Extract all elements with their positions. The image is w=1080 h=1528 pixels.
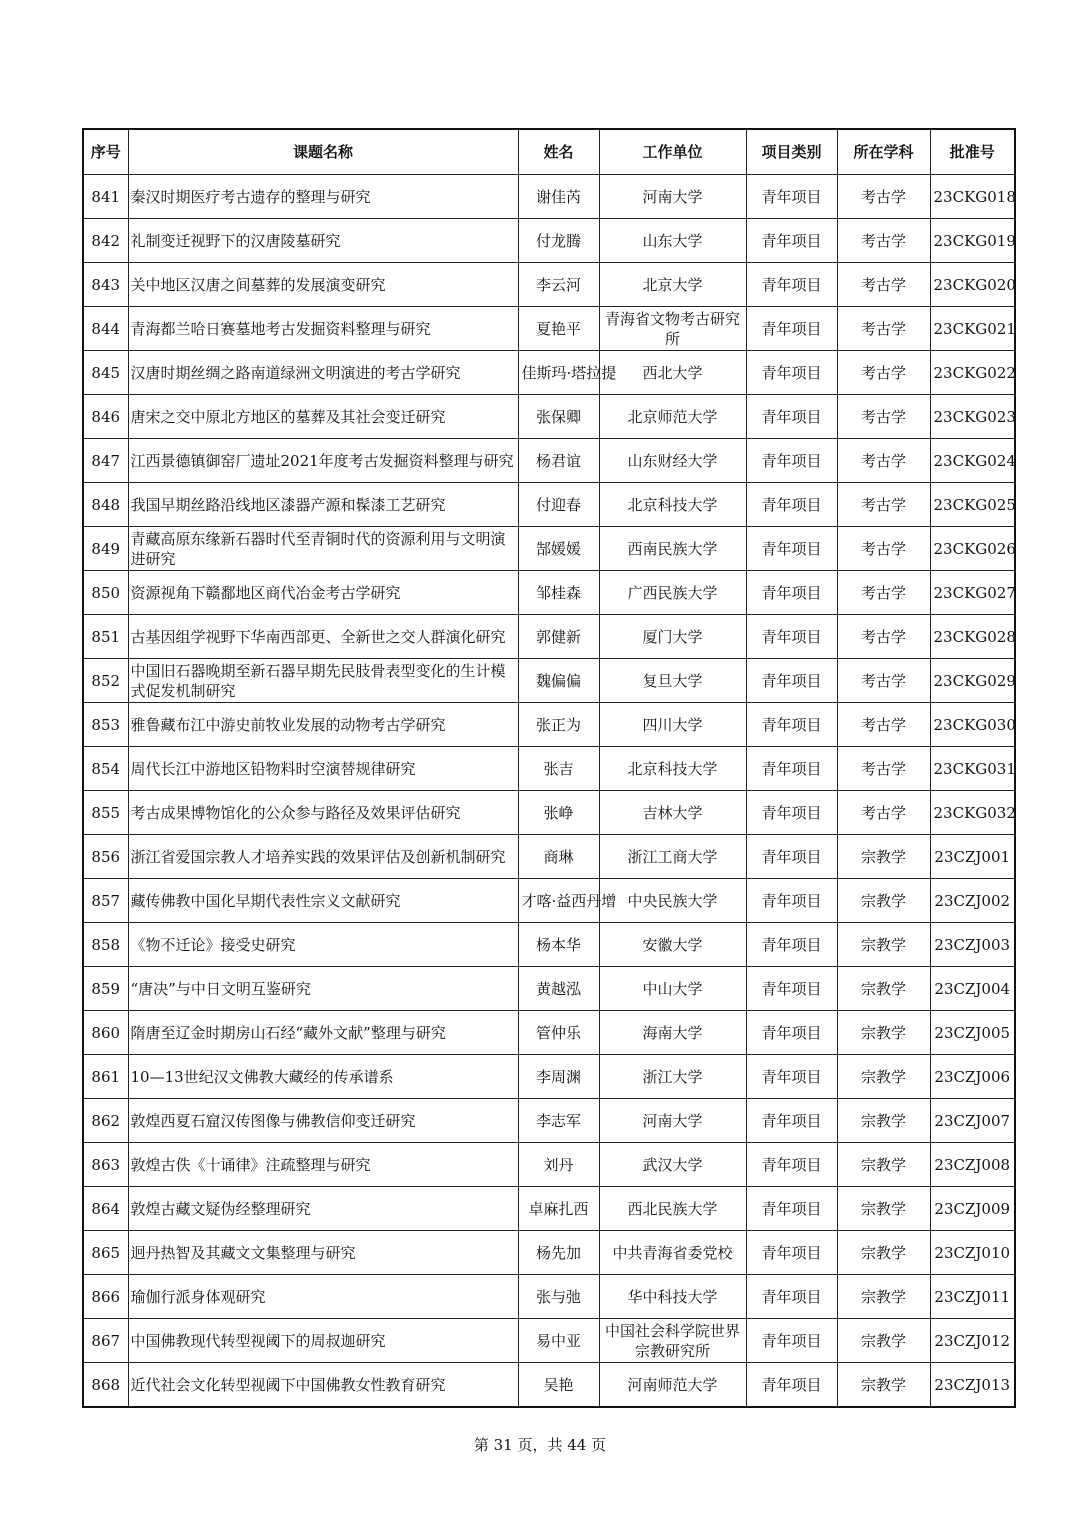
serial-cell: 861 [83,1055,128,1099]
category-cell: 青年项目 [746,659,837,703]
discipline-cell: 宗教学 [837,1187,930,1231]
category-cell: 青年项目 [746,747,837,791]
category-cell: 青年项目 [746,879,837,923]
name-cell: 张峥 [518,791,599,835]
discipline-cell: 宗教学 [837,1275,930,1319]
category-cell: 青年项目 [746,615,837,659]
approval-cell: 23CKG032 [930,791,1015,835]
table-row [83,219,1015,263]
name-cell: 张吉 [518,747,599,791]
discipline-cell: 考古学 [837,439,930,483]
unit-cell: 吉林大学 [599,791,746,835]
category-cell: 青年项目 [746,219,837,263]
approval-cell: 23CKG020 [930,263,1015,307]
title-cell: 唐宋之交中原北方地区的墓葬及其社会变迁研究 [128,395,518,439]
title-cell: 汉唐时期丝绸之路南道绿洲文明演进的考古学研究 [128,351,518,395]
discipline-cell: 宗教学 [837,1011,930,1055]
discipline-cell: 考古学 [837,175,930,219]
table-row [83,879,1015,923]
unit-cell: 西北大学 [599,351,746,395]
category-cell: 青年项目 [746,175,837,219]
table-row [83,527,1015,571]
serial-cell: 863 [83,1143,128,1187]
approval-cell: 23CKG028 [930,615,1015,659]
unit-cell: 武汉大学 [599,1143,746,1187]
approval-cell: 23CZJ006 [930,1055,1015,1099]
unit-cell: 浙江大学 [599,1055,746,1099]
page-footer: 第 31 页，共 44 页 [473,1436,607,1454]
name-cell: 杨先加 [518,1231,599,1275]
discipline-cell: 考古学 [837,307,930,351]
unit-cell: 广西民族大学 [599,571,746,615]
serial-cell: 860 [83,1011,128,1055]
unit-cell: 北京大学 [599,263,746,307]
table-row [83,1055,1015,1099]
category-cell: 青年项目 [746,791,837,835]
name-cell: 魏偏偏 [518,659,599,703]
discipline-cell: 宗教学 [837,1055,930,1099]
approval-cell: 23CZJ008 [930,1143,1015,1187]
name-cell: 佳斯玛·塔拉提 [518,351,599,395]
table-row [83,835,1015,879]
name-cell: 李云河 [518,263,599,307]
table-row [83,1363,1015,1408]
name-cell: 商琳 [518,835,599,879]
serial-cell: 867 [83,1319,128,1363]
title-cell: “唐决”与中日文明互鉴研究 [128,967,518,1011]
name-cell: 李周渊 [518,1055,599,1099]
name-cell: 易中亚 [518,1319,599,1363]
table-row [83,615,1015,659]
discipline-cell: 宗教学 [837,1319,930,1363]
discipline-cell: 考古学 [837,703,930,747]
unit-cell: 北京科技大学 [599,747,746,791]
serial-cell: 857 [83,879,128,923]
title-cell: 浙江省爱国宗教人才培养实践的效果评估及创新机制研究 [128,835,518,879]
table-row [83,1231,1015,1275]
unit-cell: 厦门大学 [599,615,746,659]
unit-cell: 四川大学 [599,703,746,747]
unit-cell: 西北民族大学 [599,1187,746,1231]
name-cell: 杨本华 [518,923,599,967]
unit-cell: 浙江工商大学 [599,835,746,879]
unit-cell: 中央民族大学 [599,879,746,923]
serial-cell: 852 [83,659,128,703]
serial-cell: 848 [83,483,128,527]
approval-cell: 23CKG021 [930,307,1015,351]
header-unit: 工作单位 [599,129,746,175]
discipline-cell: 考古学 [837,571,930,615]
serial-cell: 846 [83,395,128,439]
discipline-cell: 考古学 [837,527,930,571]
table-row [83,703,1015,747]
serial-cell: 841 [83,175,128,219]
category-cell: 青年项目 [746,923,837,967]
approval-cell: 23CKG026 [930,527,1015,571]
approval-cell: 23CZJ001 [930,835,1015,879]
approval-cell: 23CZJ004 [930,967,1015,1011]
table-row [83,483,1015,527]
category-cell: 青年项目 [746,483,837,527]
table-body [83,175,1015,1408]
serial-cell: 843 [83,263,128,307]
serial-cell: 844 [83,307,128,351]
title-cell: 雅鲁藏布江中游史前牧业发展的动物考古学研究 [128,703,518,747]
title-cell: 考古成果博物馆化的公众参与路径及效果评估研究 [128,791,518,835]
serial-cell: 845 [83,351,128,395]
title-cell: 古基因组学视野下华南西部更、全新世之交人群演化研究 [128,615,518,659]
title-cell: 中国佛教现代转型视阈下的周叔迦研究 [128,1319,518,1363]
table-row [83,1319,1015,1363]
name-cell: 黄越泓 [518,967,599,1011]
category-cell: 青年项目 [746,703,837,747]
title-cell: 敦煌古藏文疑伪经整理研究 [128,1187,518,1231]
header-title: 课题名称 [128,129,518,175]
table-row [83,1143,1015,1187]
serial-cell: 856 [83,835,128,879]
approval-cell: 23CZJ002 [930,879,1015,923]
approval-cell: 23CKG027 [930,571,1015,615]
discipline-cell: 考古学 [837,483,930,527]
header-category: 项目类别 [746,129,837,175]
approval-cell: 23CZJ011 [930,1275,1015,1319]
table-row [83,967,1015,1011]
discipline-cell: 考古学 [837,351,930,395]
name-cell: 才喀·益西丹增 [518,879,599,923]
approval-cell: 23CZJ005 [930,1011,1015,1055]
discipline-cell: 考古学 [837,263,930,307]
category-cell: 青年项目 [746,1011,837,1055]
title-cell: 关中地区汉唐之间墓葬的发展演变研究 [128,263,518,307]
title-cell: 江西景德镇御窑厂遗址2021年度考古发掘资料整理与研究 [128,439,518,483]
name-cell: 杨君谊 [518,439,599,483]
category-cell: 青年项目 [746,1187,837,1231]
name-cell: 李志军 [518,1099,599,1143]
name-cell: 卓麻扎西 [518,1187,599,1231]
table-row [83,395,1015,439]
discipline-cell: 考古学 [837,219,930,263]
discipline-cell: 考古学 [837,615,930,659]
table-row [83,1011,1015,1055]
approval-cell: 23CZJ012 [930,1319,1015,1363]
title-cell: 藏传佛教中国化早期代表性宗义文献研究 [128,879,518,923]
category-cell: 青年项目 [746,439,837,483]
category-cell: 青年项目 [746,1275,837,1319]
serial-cell: 854 [83,747,128,791]
unit-cell: 安徽大学 [599,923,746,967]
category-cell: 青年项目 [746,967,837,1011]
approval-cell: 23CKG019 [930,219,1015,263]
table-row [83,747,1015,791]
table-row [83,1187,1015,1231]
title-cell: 隋唐至辽金时期房山石经“藏外文献”整理与研究 [128,1011,518,1055]
unit-cell: 中国社会科学院世界宗教研究所 [599,1319,746,1363]
category-cell: 青年项目 [746,835,837,879]
name-cell: 张与弛 [518,1275,599,1319]
discipline-cell: 宗教学 [837,879,930,923]
header-approval-no: 批准号 [930,129,1015,175]
unit-cell: 复旦大学 [599,659,746,703]
category-cell: 青年项目 [746,1055,837,1099]
project-table [82,128,1016,1408]
table-row [83,1099,1015,1143]
title-cell: 敦煌古佚《十诵律》注疏整理与研究 [128,1143,518,1187]
category-cell: 青年项目 [746,571,837,615]
serial-cell: 859 [83,967,128,1011]
name-cell: 管仲乐 [518,1011,599,1055]
category-cell: 青年项目 [746,351,837,395]
table-row [83,307,1015,351]
discipline-cell: 宗教学 [837,967,930,1011]
table-header-row [83,129,1015,175]
discipline-cell: 考古学 [837,747,930,791]
serial-cell: 866 [83,1275,128,1319]
discipline-cell: 宗教学 [837,835,930,879]
table-row [83,791,1015,835]
unit-cell: 北京科技大学 [599,483,746,527]
unit-cell: 河南大学 [599,1099,746,1143]
name-cell: 邹桂森 [518,571,599,615]
title-cell: 周代长江中游地区铅物料时空演替规律研究 [128,747,518,791]
discipline-cell: 宗教学 [837,1231,930,1275]
category-cell: 青年项目 [746,395,837,439]
approval-cell: 23CKG031 [930,747,1015,791]
category-cell: 青年项目 [746,1319,837,1363]
table-row [83,923,1015,967]
table-row [83,263,1015,307]
unit-cell: 北京师范大学 [599,395,746,439]
approval-cell: 23CZJ010 [930,1231,1015,1275]
title-cell: 青藏高原东缘新石器时代至青铜时代的资源利用与文明演进研究 [128,527,518,571]
name-cell: 付龙腾 [518,219,599,263]
name-cell: 张正为 [518,703,599,747]
title-cell: 青海都兰哈日赛墓地考古发掘资料整理与研究 [128,307,518,351]
name-cell: 吴艳 [518,1363,599,1408]
title-cell: 迥丹热智及其藏文文集整理与研究 [128,1231,518,1275]
discipline-cell: 宗教学 [837,1363,930,1408]
name-cell: 谢佳芮 [518,175,599,219]
category-cell: 青年项目 [746,1099,837,1143]
discipline-cell: 宗教学 [837,1143,930,1187]
title-cell: 10—13世纪汉文佛教大藏经的传承谱系 [128,1055,518,1099]
name-cell: 张保卿 [518,395,599,439]
category-cell: 青年项目 [746,1363,837,1408]
approval-cell: 23CZJ009 [930,1187,1015,1231]
title-cell: 《物不迁论》接受史研究 [128,923,518,967]
category-cell: 青年项目 [746,1143,837,1187]
approval-cell: 23CZJ013 [930,1363,1015,1408]
discipline-cell: 考古学 [837,659,930,703]
unit-cell: 中山大学 [599,967,746,1011]
unit-cell: 河南师范大学 [599,1363,746,1408]
approval-cell: 23CKG024 [930,439,1015,483]
approval-cell: 23CZJ003 [930,923,1015,967]
approval-cell: 23CZJ007 [930,1099,1015,1143]
discipline-cell: 宗教学 [837,923,930,967]
header-serial: 序号 [83,129,128,175]
title-cell: 中国旧石器晚期至新石器早期先民肢骨表型变化的生计模式促发机制研究 [128,659,518,703]
serial-cell: 842 [83,219,128,263]
category-cell: 青年项目 [746,263,837,307]
name-cell: 付迎春 [518,483,599,527]
unit-cell: 山东大学 [599,219,746,263]
title-cell: 资源视角下赣鄱地区商代冶金考古学研究 [128,571,518,615]
serial-cell: 851 [83,615,128,659]
title-cell: 敦煌西夏石窟汉传图像与佛教信仰变迁研究 [128,1099,518,1143]
serial-cell: 865 [83,1231,128,1275]
approval-cell: 23CKG022 [930,351,1015,395]
discipline-cell: 考古学 [837,395,930,439]
title-cell: 礼制变迁视野下的汉唐陵墓研究 [128,219,518,263]
unit-cell: 河南大学 [599,175,746,219]
serial-cell: 864 [83,1187,128,1231]
discipline-cell: 宗教学 [837,1099,930,1143]
unit-cell: 青海省文物考古研究所 [599,307,746,351]
title-cell: 瑜伽行派身体观研究 [128,1275,518,1319]
table-row [83,351,1015,395]
serial-cell: 868 [83,1363,128,1408]
unit-cell: 华中科技大学 [599,1275,746,1319]
serial-cell: 853 [83,703,128,747]
name-cell: 郭健新 [518,615,599,659]
table-row [83,439,1015,483]
approval-cell: 23CKG025 [930,483,1015,527]
name-cell: 郜媛媛 [518,527,599,571]
table-row [83,571,1015,615]
table-row [83,659,1015,703]
unit-cell: 中共青海省委党校 [599,1231,746,1275]
header-name: 姓名 [518,129,599,175]
approval-cell: 23CKG029 [930,659,1015,703]
approval-cell: 23CKG030 [930,703,1015,747]
header-discipline: 所在学科 [837,129,930,175]
serial-cell: 862 [83,1099,128,1143]
category-cell: 青年项目 [746,1231,837,1275]
category-cell: 青年项目 [746,307,837,351]
table-row [83,1275,1015,1319]
serial-cell: 850 [83,571,128,615]
category-cell: 青年项目 [746,527,837,571]
unit-cell: 山东财经大学 [599,439,746,483]
approval-cell: 23CKG018 [930,175,1015,219]
serial-cell: 849 [83,527,128,571]
table-row [83,175,1015,219]
title-cell: 我国早期丝路沿线地区漆器产源和髹漆工艺研究 [128,483,518,527]
unit-cell: 西南民族大学 [599,527,746,571]
discipline-cell: 考古学 [837,791,930,835]
serial-cell: 855 [83,791,128,835]
unit-cell: 海南大学 [599,1011,746,1055]
name-cell: 夏艳平 [518,307,599,351]
approval-cell: 23CKG023 [930,395,1015,439]
serial-cell: 858 [83,923,128,967]
serial-cell: 847 [83,439,128,483]
title-cell: 近代社会文化转型视阈下中国佛教女性教育研究 [128,1363,518,1408]
name-cell: 刘丹 [518,1143,599,1187]
title-cell: 秦汉时期医疗考古遗存的整理与研究 [128,175,518,219]
